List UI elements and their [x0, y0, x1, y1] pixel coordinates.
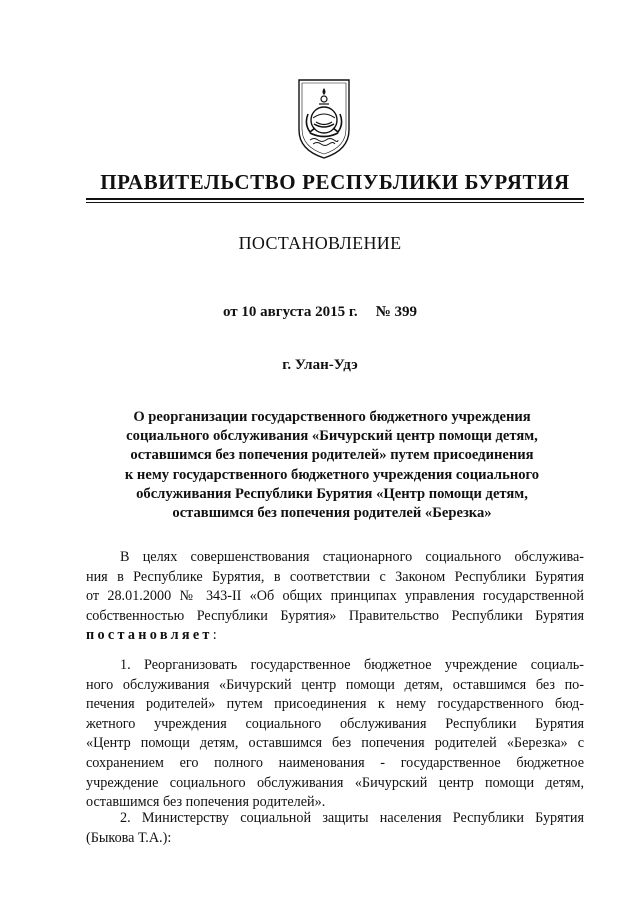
text-line: (Быкова Т.А.):	[86, 829, 172, 846]
heading-line: оставшимся без попечения родителей» путем присоединения	[130, 447, 534, 464]
item-1-paragraph	[86, 656, 584, 813]
text-line: от 28.01.2000 № 343-II «Об общих принципах управления государственной	[86, 588, 584, 605]
text-line: ного обслуживания «Бичурский центр помощи детям, оставшимся без по-	[86, 676, 584, 693]
title-rule-thin	[86, 202, 584, 203]
document-type: ПОСТАНОВЛЕНИЕ	[238, 233, 402, 253]
decree-word: постановляет	[86, 627, 213, 644]
decree-line	[86, 626, 584, 646]
decree-number: № 399	[375, 304, 418, 320]
text-line: сохранением его полного наименования - государственное бюджетное	[86, 754, 584, 771]
title-rule	[86, 198, 584, 200]
preamble-paragraph	[86, 548, 584, 646]
text-line: В целях совершенствования стационарного социального обслужива-	[120, 549, 584, 565]
text-line: печения родителей» путем присоединения к нему государственного бюд-	[86, 696, 584, 713]
heading-line: обслуживания Республики Бурятия «Центр помощи детям,	[136, 485, 528, 502]
decree-suffix: :	[212, 627, 217, 644]
text-line: ния в Республике Бурятия, в соответствии с Законом Республики Бурятия	[86, 568, 584, 585]
heading-line: к нему государственного бюджетного учреждения социального	[124, 466, 540, 483]
heading-line: социального обслуживания «Бичурский центр помощи детям,	[126, 428, 538, 445]
heading-line: оставшимся без попечения родителей «Березка»	[172, 505, 492, 522]
text-line: 2. Министерству социальной защиты населения Республики Бурятия	[120, 810, 584, 826]
text-line: «Центр помощи детям, оставшимся без попечения родителей «Березка» с	[86, 735, 584, 752]
text-line: собственностью Республики Бурятия» Правительство Республики Бурятия	[86, 607, 584, 624]
text-line: оставшимся без попечения родителей».	[86, 794, 326, 811]
coat-of-arms-icon	[296, 78, 352, 160]
government-title: ПРАВИТЕЛЬСТВО РЕСПУБЛИКИ БУРЯТИЯ	[100, 170, 570, 194]
text-line: учреждение социального обслуживания «Бичурский центр помощи детям,	[86, 774, 584, 791]
item-2-paragraph	[86, 809, 584, 848]
heading-line: О реорганизации государственного бюджетного учреждения	[133, 409, 531, 425]
date-number-line	[0, 304, 640, 321]
text-line: 1. Реорганизовать государственное бюджетное учреждение социаль-	[120, 657, 584, 673]
decree-heading	[100, 408, 564, 523]
text-line: жетного учреждения социального обслуживания Республики Бурятия	[86, 715, 584, 732]
decree-date: от 10 августа 2015 г.	[222, 304, 358, 320]
city: г. Улан-Удэ	[282, 357, 358, 373]
